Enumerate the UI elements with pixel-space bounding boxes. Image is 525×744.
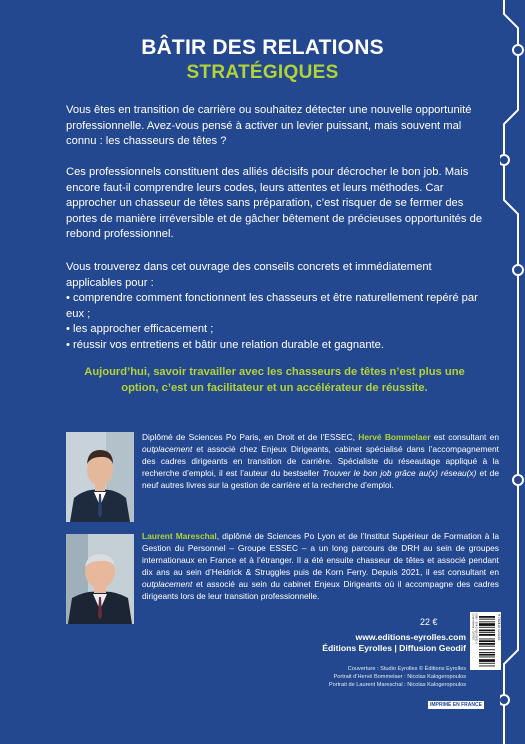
author-bio-mareschal: Laurent Mareschal, diplômé de Sciences Po Lyon et de l’Institut Supérieur de Formation à la Gestion du Personnel – Groupe ESSEC – a un long parcours de DRH au sein de groupes internationaux en France et à l’étranger. Il a été ensuite chasseur de têtes et associé pendant dix ans au sein d’Heidrick & Struggles puis de Korn Ferry. Depuis 2021, il est consultant en outplacement et associé au sein du cabinet Enjeux Dirigeants où il accompagne des cadres dirigeants lors de leur transition professionnelle. <box>142 531 499 601</box>
credit-line: Portrait de Laurent Mareschal : Nicolas Kalogeropoulos <box>328 682 466 688</box>
advice-bullet: • les approcher efficacement ; <box>66 323 214 336</box>
intro-paragraph: Vous êtes en transition de carrière ou souhaitez détecter une nouvelle opportunité professionnelle. Avez-vous pensé à activer un levier puissant, mais souvent mal connu : les chasseurs de têtes ? <box>66 104 472 148</box>
advice-bullet: • réussir vos entretiens et bâtir une relation durable et gagnante. <box>66 338 384 351</box>
price: 22 € <box>420 617 438 627</box>
isbn-text: ISBN : 978-2-416-00231-6 <box>474 613 478 644</box>
author-photo-bommelaer <box>66 432 134 522</box>
decorative-rail <box>500 0 524 744</box>
advice-bullet: • comprendre comment fonctionnent les chasseurs et être naturellement repéré par eux ; <box>66 292 478 320</box>
publisher-name: Éditions Eyrolles | Diffusion Geodif <box>322 643 466 653</box>
author-bio-bommelaer: Diplômé de Sciences Po Paris, en Droit et de l’ESSEC, Hervé Bommelaer est consultant en outplacement et associé chez Enjeux Dirigeants, cabinet spécialisé dans l’accompagnement des cadres dirigeants en transition de carrière. Spécialiste du réseautage appliqué à la recherche d’emploi, il est l’auteur du bestseller Trouver le bon job grâce au(x) réseau(x) et de neuf autres livres sur la gestion de carrière et la recherche d’emploi. <box>142 432 499 490</box>
author-photo-mareschal <box>66 534 134 624</box>
ean-text: 9 782416 023163 <box>497 614 501 641</box>
credit-line: Portrait d’Hervé Bommelaer : Nicolas Kalogeropoulos <box>333 674 466 680</box>
title-line-2: STRATÉGIQUES <box>186 62 339 83</box>
callout-quote: Aujourd’hui, savoir travailler avec les chasseurs de têtes n’est plus une option, c’est un facilitateur et un accélérateur de réussite. <box>84 366 465 394</box>
book-title: Trouver le bon job grâce au(x) réseau(x) <box>322 467 477 478</box>
barcode <box>470 612 501 670</box>
advice-lead: Vous trouverez dans cet ouvrage des conseils concrets et immédiatement applicables pour : <box>66 261 432 289</box>
credit-line: Couverture : Studio Eyrolles © Éditions Eyrolles <box>347 666 466 672</box>
advice-paragraph <box>66 260 483 354</box>
body-paragraph: Ces professionnels constituent des alliés décisifs pour décrocher le bon job. Mais encore faut-il comprendre leurs codes, leurs attentes et leurs méthodes. Car approcher un chasseur de têtes sans préparation, c’est risquer de se fermer des portes de manière irréversible et de gâcher bêtement de précieuses opportunités de rebond professionnel. <box>66 166 483 241</box>
code-editeur-text: Code éditeur : G57823 <box>471 613 475 640</box>
author-name: Hervé Bommelaer <box>358 432 431 442</box>
publisher-website: www.editions-eyrolles.com <box>355 632 466 642</box>
barcode-bars <box>479 616 495 666</box>
printed-in-france: IMPRIMÉ EN FRANCE <box>430 702 482 708</box>
author-name: Laurent Mareschal <box>142 531 217 541</box>
photo-credits <box>250 665 466 689</box>
title-line-1: BÂTIR DES RELATIONS <box>141 36 384 59</box>
